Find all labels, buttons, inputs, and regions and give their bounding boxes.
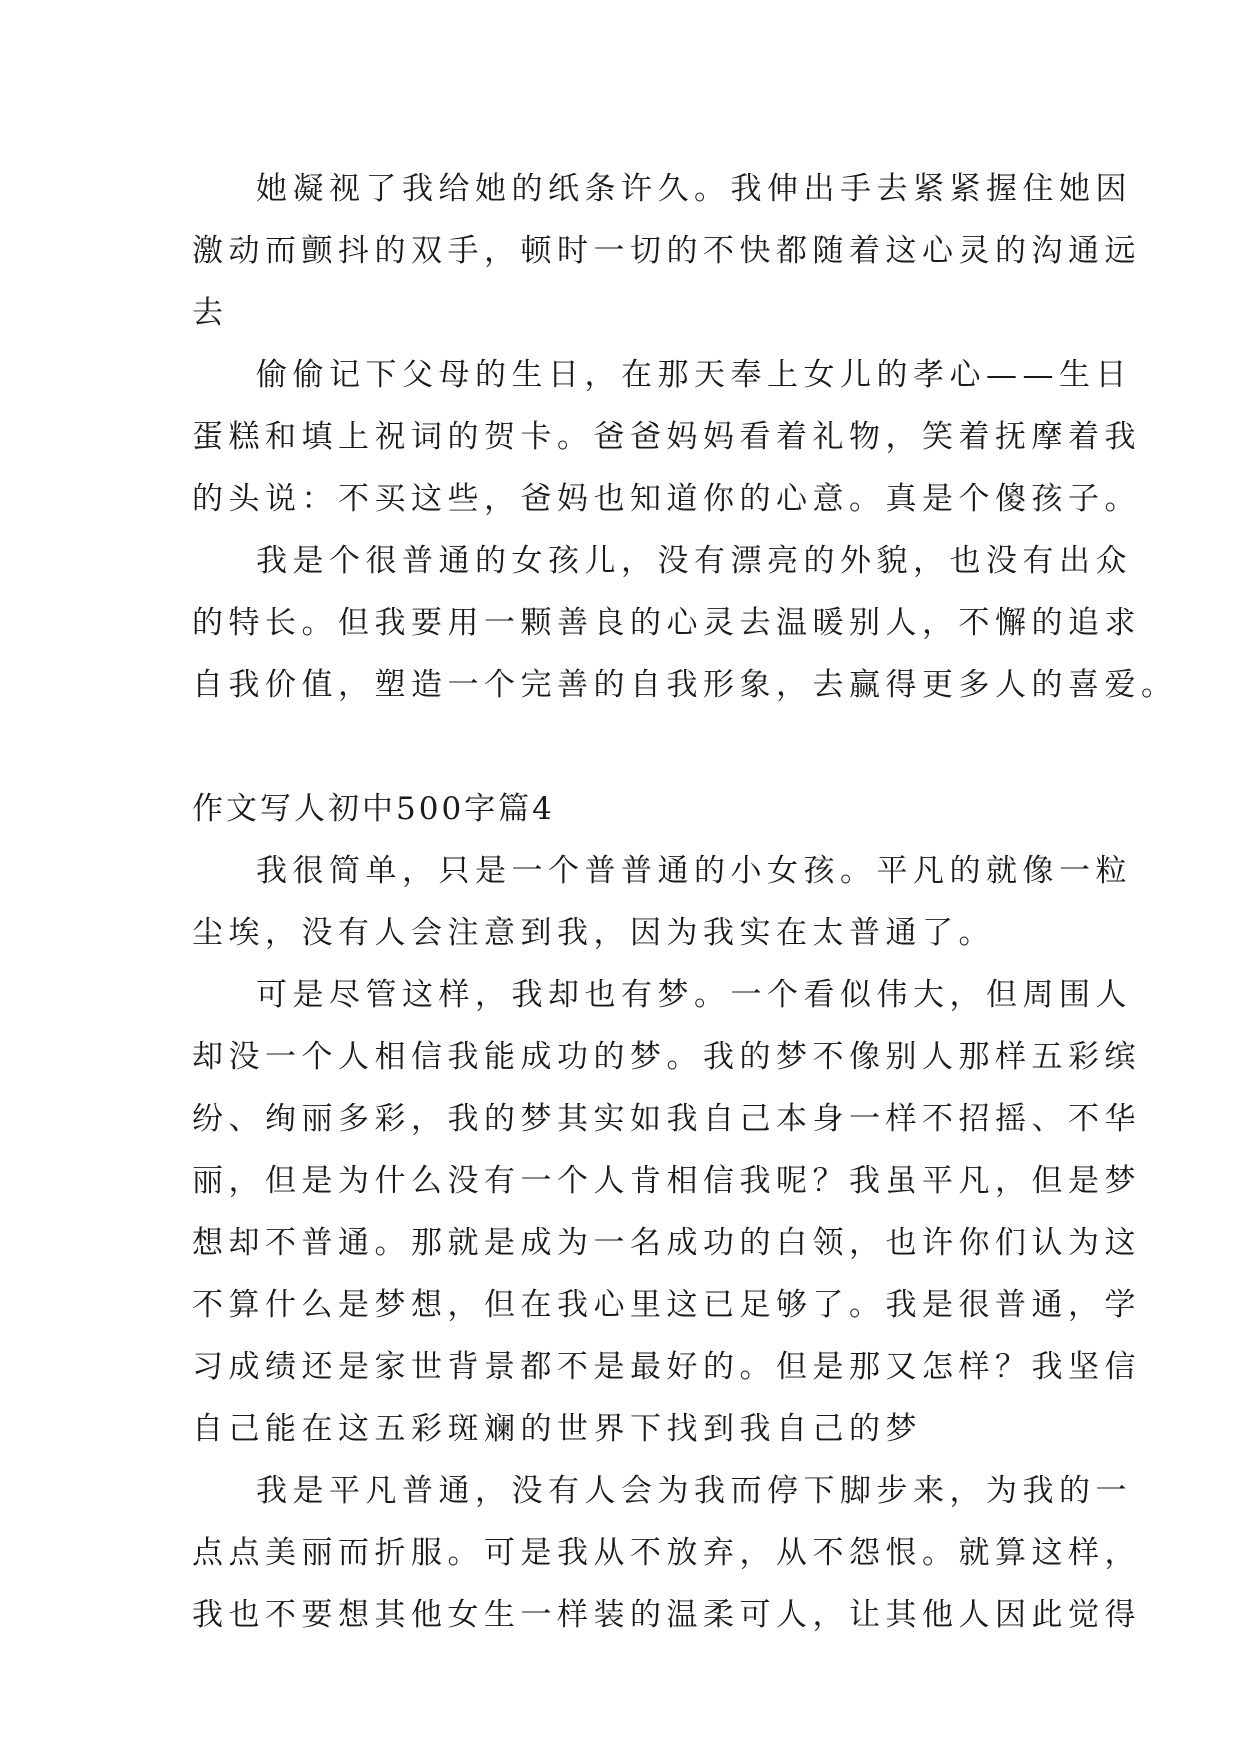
paragraph-line: 尘埃，没有人会注意到我，因为我实在太普通了。 xyxy=(192,915,995,951)
paragraph xyxy=(192,530,1178,716)
document-body xyxy=(192,158,1178,1646)
paragraph-line: 偷偷记下父母的生日，在那天奉上女儿的孝心——生日 xyxy=(256,357,1132,393)
paragraph-line: 我是个很普通的女孩儿，没有漂亮的外貌，也没有出众 xyxy=(256,543,1132,579)
paragraph-line: 激动而颤抖的双手，顿时一切的不快都随着这心灵的沟通远 xyxy=(192,233,1141,269)
paragraph-line: 我也不要想其他女生一样装的温柔可人，让其他人因此觉得 xyxy=(192,1597,1141,1633)
paragraph xyxy=(192,964,1141,1460)
paragraph xyxy=(192,158,1141,344)
paragraph xyxy=(192,344,1141,530)
paragraph-line: 蛋糕和填上祝词的贺卡。爸爸妈妈看着礼物，笑着抚摩着我 xyxy=(192,419,1141,455)
blank-line xyxy=(192,716,1062,778)
paragraph xyxy=(192,840,1132,964)
paragraph-line: 她凝视了我给她的纸条许久。我伸出手去紧紧握住她因 xyxy=(256,171,1132,207)
paragraph-line: 自我价值，塑造一个完善的自我形象，去赢得更多人的喜爱。 xyxy=(192,667,1178,703)
paragraph-line: 可是尽管这样，我却也有梦。一个看似伟大，但周围人 xyxy=(256,977,1132,1013)
paragraph-line: 纷、绚丽多彩，我的梦其实如我自己本身一样不招摇、不华 xyxy=(192,1101,1141,1137)
paragraph-line: 我是平凡普通，没有人会为我而停下脚步来，为我的一 xyxy=(256,1473,1132,1509)
paragraph xyxy=(192,1460,1141,1646)
paragraph-line: 丽，但是为什么没有一个人肯相信我呢？我虽平凡，但是梦 xyxy=(192,1163,1141,1199)
paragraph-line: 的头说：不买这些，爸妈也知道你的心意。真是个傻孩子。 xyxy=(192,481,1141,517)
paragraph-line: 去 xyxy=(192,295,229,331)
paragraph-line: 自己能在这五彩斑斓的世界下找到我自己的梦 xyxy=(192,1411,922,1447)
section-heading: 作文写人初中500字篇4 xyxy=(192,791,555,827)
paragraph-line: 想却不普通。那就是成为一名成功的白领，也许你们认为这 xyxy=(192,1225,1141,1261)
paragraph-line: 却没一个人相信我能成功的梦。我的梦不像别人那样五彩缤 xyxy=(192,1039,1141,1075)
paragraph-line: 我很简单，只是一个普普通的小女孩。平凡的就像一粒 xyxy=(256,853,1132,889)
paragraph-line: 点点美丽而折服。可是我从不放弃，从不怨恨。就算这样， xyxy=(192,1535,1141,1571)
paragraph-line: 习成绩还是家世背景都不是最好的。但是那又怎样？我坚信 xyxy=(192,1349,1141,1385)
paragraph-line: 不算什么是梦想，但在我心里这已足够了。我是很普通，学 xyxy=(192,1287,1141,1323)
paragraph-line: 的特长。但我要用一颗善良的心灵去温暖别人，不懈的追求 xyxy=(192,605,1141,641)
